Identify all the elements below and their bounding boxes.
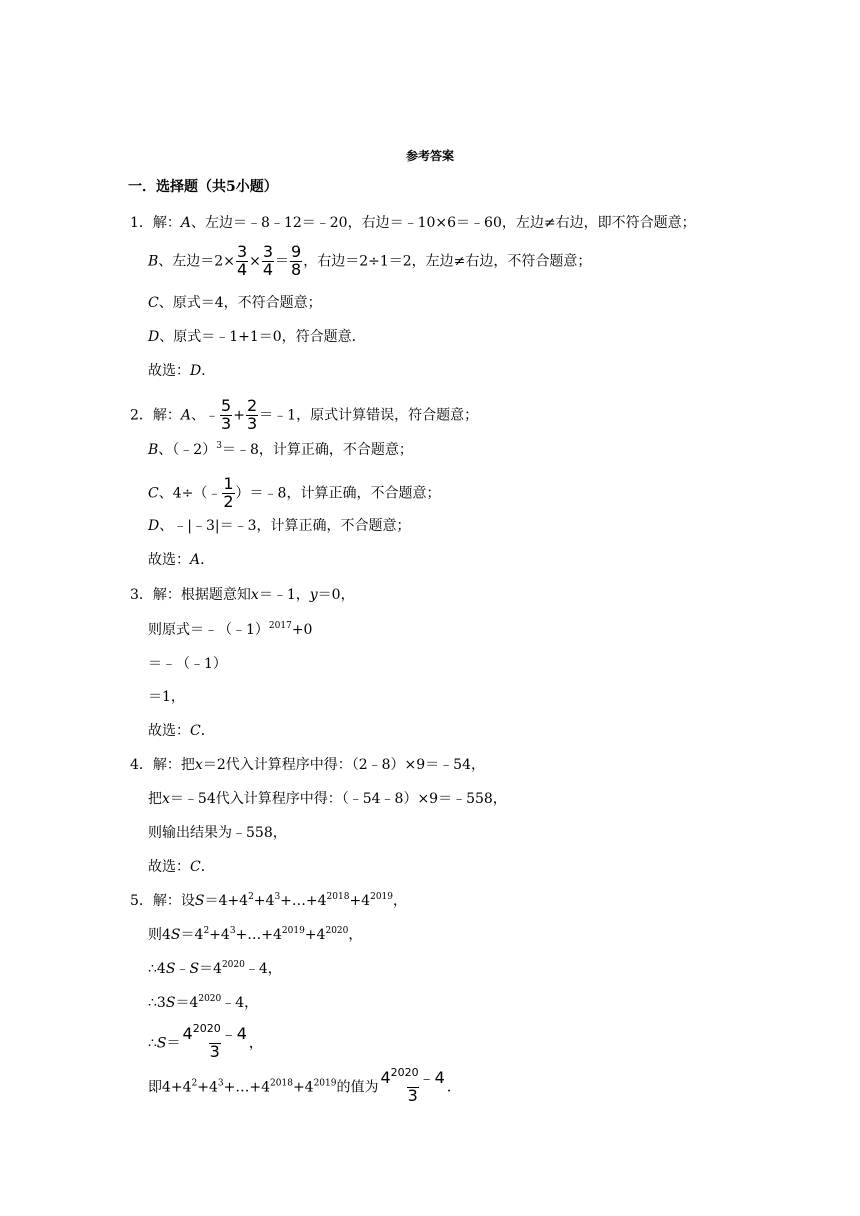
fraction: [222, 476, 234, 511]
q4-line-1: [130, 758, 485, 772]
answer-period: ．: [200, 552, 215, 568]
q5-text: +4: [292, 1079, 314, 1096]
exponent: 2020: [221, 960, 245, 970]
fraction-denominator: 3: [246, 413, 258, 433]
equals-sign: ＝: [166, 1035, 181, 1052]
q1-line-d: [148, 330, 366, 344]
q5-text: ﹣: [175, 961, 190, 977]
q5-text: ﹣4，: [221, 995, 259, 1011]
q2-solution-prefix: 解：: [152, 407, 181, 424]
q5-line-4: [148, 996, 258, 1010]
q5-text: +…+4: [223, 1079, 271, 1096]
q3-number: 3．: [130, 587, 153, 603]
answer-period: ．: [200, 723, 215, 739]
q5-text: 的值为: [336, 1079, 379, 1096]
q2-option-a-text: 、﹣: [191, 407, 220, 424]
answer-period: ．: [201, 363, 216, 379]
section-heading: 一．选择题（共5小题）: [128, 179, 278, 195]
q1-option-b-tail: ，右边＝2÷1＝2，左边≠右边，不符合题意；: [303, 253, 592, 270]
q4-text: ＝2代入计算程序中得：（2﹣8）×9＝﹣54，: [202, 757, 486, 773]
q1-solution-prefix: 解：: [152, 215, 181, 231]
q1-option-c: C: [148, 295, 159, 311]
q2-option-b: B: [148, 442, 159, 458]
q1-number: 1．: [130, 215, 153, 231]
q2-line-d: [148, 519, 410, 533]
q4-number: 4．: [130, 757, 153, 773]
fraction-numerator: 3: [262, 242, 274, 261]
fraction: [290, 244, 302, 279]
fraction-numerator: 9: [291, 242, 302, 261]
q2-line-b: [148, 443, 413, 457]
times-sign: ×: [249, 253, 261, 270]
fraction-denominator: 4: [236, 259, 248, 279]
exponent: 2018: [326, 892, 350, 902]
answer-prefix: 故选：: [148, 363, 190, 379]
therefore-symbol: ∴: [148, 995, 157, 1011]
fraction-numerator: [379, 1066, 445, 1087]
q3-line-4: ＝1，: [148, 689, 185, 705]
q1-option-c-text: 、原式＝4，不符合题意；: [158, 295, 322, 311]
q5-text: 4: [380, 1068, 391, 1087]
fraction-denominator: 4: [262, 259, 274, 279]
answer-choice: D: [190, 363, 202, 379]
q3-text: 则原式＝﹣（﹣1）: [148, 622, 269, 638]
variable-x: x: [194, 757, 203, 773]
variable-s: S: [189, 961, 200, 977]
answer-choice: A: [190, 552, 201, 568]
q3-text: +0: [291, 622, 313, 638]
variable-y: y: [309, 587, 318, 603]
q5-text: +4: [304, 927, 326, 943]
fraction: [262, 244, 274, 279]
variable-x: x: [250, 587, 259, 603]
q2-option-b-tail: ＝﹣8，计算正确，不合题意；: [221, 442, 413, 458]
variable-s: S: [165, 961, 176, 977]
q5-text: ﹣4: [220, 1024, 247, 1043]
q4-answer: [148, 860, 215, 874]
fraction-numerator: 2: [246, 396, 258, 415]
q5-text: +…+4: [280, 893, 327, 909]
q1-option-b-text: 、左边＝2×: [158, 253, 235, 270]
fraction-denominator: 3: [209, 1041, 220, 1061]
exponent: 2: [191, 1078, 198, 1089]
exponent: 2019: [370, 892, 393, 902]
q5-text: ＝4+4: [204, 893, 249, 909]
fraction: [220, 398, 232, 433]
fraction: [236, 244, 248, 279]
q5-text: +4: [209, 927, 230, 943]
q5-line-5: [148, 1022, 263, 1061]
q5-text: +4: [197, 1079, 218, 1096]
q3-text: ＝0，: [317, 587, 355, 603]
exponent: 2020: [198, 994, 222, 1004]
q4-text: 解：把: [152, 757, 195, 773]
q3-text: 解：根据题意知: [152, 587, 251, 603]
fraction: [182, 1022, 248, 1061]
therefore-symbol: ∴: [148, 1035, 157, 1052]
fraction: [379, 1066, 445, 1105]
exponent: 3: [229, 926, 236, 936]
therefore-symbol: ∴: [148, 961, 157, 977]
q2-number: 2．: [130, 407, 153, 424]
q5-text: ＝4: [175, 995, 199, 1011]
exponent: 2020: [192, 1022, 221, 1035]
q5-text: ．: [446, 1079, 461, 1096]
q5-line-6: [148, 1066, 461, 1105]
fraction-denominator: 3: [407, 1085, 418, 1105]
q2-option-a: A: [180, 407, 192, 424]
q4-text: 把: [148, 791, 162, 807]
q5-text: 则4: [148, 927, 171, 943]
q3-line-3: ＝﹣（﹣1）: [148, 656, 227, 672]
exponent: 2017: [268, 621, 292, 631]
q3-line-1: [130, 588, 355, 602]
fraction-numerator: 1: [223, 474, 234, 493]
q1-answer: [148, 364, 215, 378]
answer-prefix: 故选：: [148, 723, 190, 739]
q1-option-a-text: 、左边＝﹣8﹣12＝﹣20，右边＝﹣10×6＝﹣60，左边≠右边，即不符合题意；: [191, 215, 696, 231]
exponent: 2: [203, 926, 210, 936]
q1-line-b: [148, 244, 591, 279]
q2-line-a: [130, 398, 478, 433]
answer-prefix: 故选：: [148, 859, 190, 875]
q4-text: ＝﹣54代入计算程序中得：（﹣54﹣8）×9＝﹣558，: [169, 791, 507, 807]
page-title: 参考答案: [405, 149, 454, 163]
q1-option-d: D: [148, 329, 160, 345]
exponent: 2019: [281, 926, 305, 936]
exponent: 3: [274, 892, 281, 902]
q5-text: 4: [156, 961, 166, 977]
q1-line-a: [130, 216, 696, 230]
answer-prefix: 故选：: [148, 552, 190, 568]
q1-option-d-text: 、原式＝﹣1+1＝0，符合题意．: [159, 329, 366, 345]
variable-s: S: [194, 893, 205, 909]
q5-text: +4: [349, 893, 371, 909]
q5-text: ＝4: [180, 927, 204, 943]
q1-line-c: [148, 296, 322, 310]
q2-answer: [148, 553, 214, 567]
q5-text: +…+4: [235, 927, 282, 943]
variable-s: S: [156, 1035, 167, 1052]
exponent: 2018: [270, 1078, 293, 1089]
q2-option-c: C: [148, 485, 159, 502]
fraction-denominator: 8: [291, 259, 302, 279]
exponent: 2: [248, 892, 254, 902]
q5-text: ，: [348, 927, 363, 943]
q5-text: ＝4: [199, 961, 222, 977]
exponent: 2019: [313, 1078, 337, 1089]
exponent: 3: [217, 1078, 224, 1089]
equals-sign: ＝: [275, 253, 290, 270]
q1-option-a: A: [180, 215, 192, 231]
q5-text: ，: [248, 1035, 263, 1052]
q3-line-2: [148, 623, 312, 637]
answer-choice: C: [190, 859, 201, 875]
exponent: 3: [216, 441, 222, 451]
fraction: [246, 398, 258, 433]
exponent: 2020: [325, 926, 349, 936]
q5-line-2: [148, 928, 362, 942]
exponent: 2020: [390, 1066, 419, 1079]
plus-sign: +: [233, 407, 245, 424]
fraction-denominator: 2: [223, 491, 234, 511]
q1-option-b: B: [148, 253, 159, 270]
q5-text: 3: [156, 995, 166, 1011]
q5-text: +4: [253, 893, 275, 909]
q2-option-b-text: 、（﹣2）: [158, 442, 217, 458]
q3-text: ＝﹣1，: [258, 587, 310, 603]
q5-text: ﹣4: [418, 1068, 445, 1087]
answer-period: ．: [200, 859, 215, 875]
variable-s: S: [165, 995, 176, 1011]
fraction-numerator: 5: [221, 396, 232, 415]
q2-option-a-tail: ＝﹣1，原式计算错误，符合题意；: [259, 407, 479, 424]
q5-text: 解：设: [152, 893, 195, 909]
answer-choice: C: [190, 723, 201, 739]
q2-option-d-text: 、﹣|﹣3|＝﹣3，计算正确，不合题意；: [159, 518, 411, 534]
q2-line-c: [148, 476, 440, 511]
q2-option-c-text: 、4÷（﹣: [158, 485, 222, 502]
q2-option-d: D: [148, 518, 160, 534]
q5-line-3: [148, 962, 282, 976]
q5-number: 5．: [130, 893, 153, 909]
fraction-numerator: [182, 1022, 248, 1043]
q5-text: 即4+4: [148, 1079, 192, 1096]
q5-text: 4: [182, 1024, 193, 1043]
q5-line-1: [130, 894, 407, 908]
q5-text: ﹣4，: [244, 961, 282, 977]
fraction-denominator: 3: [221, 413, 232, 433]
q4-line-3: 则输出结果为﹣558，: [148, 825, 287, 841]
q3-answer: [148, 724, 215, 738]
variable-x: x: [162, 791, 170, 807]
variable-s: S: [170, 927, 181, 943]
fraction-numerator: 3: [236, 242, 248, 261]
q4-line-2: [148, 792, 507, 806]
q5-text: ，: [393, 893, 407, 909]
q2-option-c-tail: ）＝﹣8，计算正确，不合题意；: [235, 485, 441, 502]
